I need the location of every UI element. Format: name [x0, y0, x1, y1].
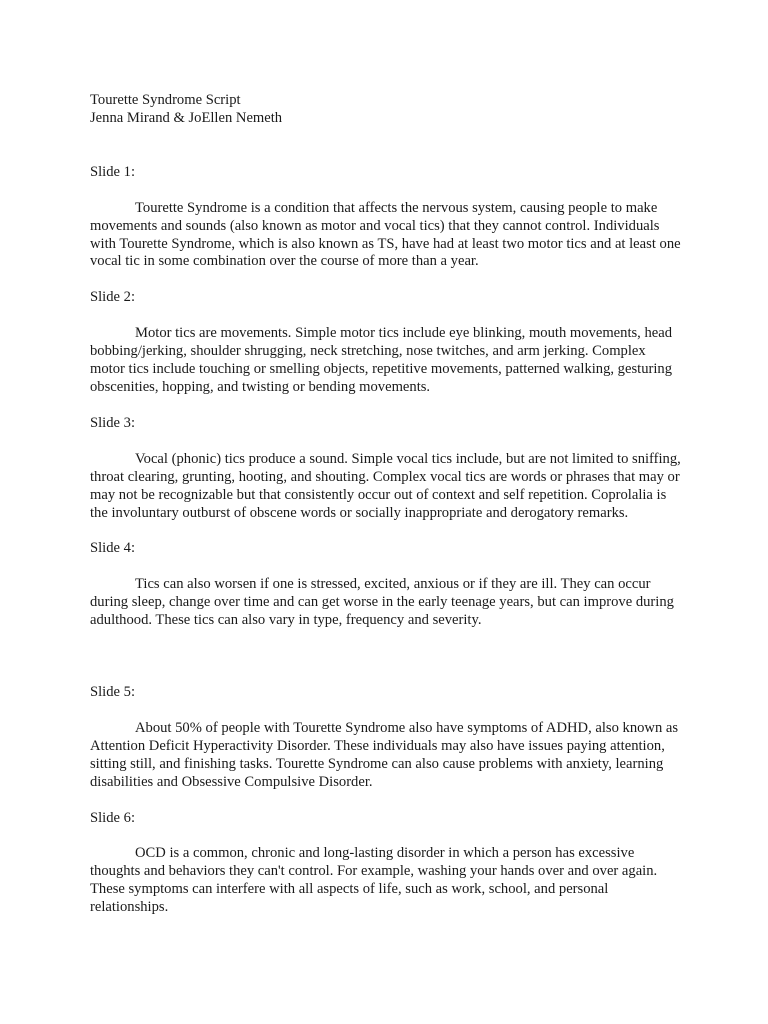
slide-1-section: [90, 164, 682, 272]
slide-6-body: OCD is a common, chronic and long-lasting disorder in which a person has excessive thoughts and behaviors they can't control. For example, washing your hands over and over again. These symptoms can interfere with all aspects of life, such as work, school, and personal relationships.: [90, 845, 658, 916]
slide-2-section: [90, 289, 682, 397]
slide-1-heading: Slide 1:: [90, 163, 135, 180]
slide-6-section: [90, 810, 682, 918]
slide-3-heading: Slide 3:: [90, 414, 135, 431]
document-page: [90, 92, 682, 917]
slide-5-section: [90, 684, 682, 792]
slide-2-heading: Slide 2:: [90, 289, 135, 306]
slide-6-heading: Slide 6:: [90, 809, 135, 826]
slide-3-body: Vocal (phonic) tics produce a sound. Simple vocal tics include, but are not limited to sniffing, throat clearing, grunting, hooting, and shouting. Complex vocal tics are words or phrases that may or may not be recognizable but that consistently occur out of context and self repetition. Coprolalia is the involuntary outburst of obscene words or socially inappropriate and derogatory remarks.: [90, 450, 681, 521]
slide-5-heading: Slide 5:: [90, 684, 135, 701]
slide-1-body: Tourette Syndrome is a condition that affects the nervous system, causing people to make movements and sounds (also known as motor and vocal tics) that they cannot control. Individuals with Tourette Syndrome, which is also known as TS, have had at least two motor tics and at least one vocal tic in some combination over the course of more than a year.: [90, 199, 681, 270]
document-title: Tourette Syndrome Script: [90, 92, 241, 108]
slide-4-body: Tics can also worsen if one is stressed, excited, anxious or if they are ill. They can occur during sleep, change over time and can get worse in the early teenage years, but can improve during adulthood. These tics can also vary in type, frequency and severity.: [90, 576, 674, 629]
document-authors: Jenna Mirand & JoEllen Nemeth: [90, 109, 283, 126]
slide-4-heading: Slide 4:: [90, 540, 135, 557]
slide-5-body: About 50% of people with Tourette Syndrome also have symptoms of ADHD, also known as Attention Deficit Hyperactivity Disorder. These individuals may also have issues paying attention, sitting still, and finishing tasks. Tourette Syndrome can also cause problems with anxiety, learning disabilities and Obsessive Compulsive Disorder.: [90, 719, 679, 790]
slide-2-body: Motor tics are movements. Simple motor tics include eye blinking, mouth movements, head bobbing/jerking, shoulder shrugging, neck stretching, nose twitches, and arm jerking. Complex motor tics include touching or smelling objects, repetitive movements, patterned walking, gesturing obscenities, hopping, and twisting or bending movements.: [90, 325, 673, 395]
document-header: [90, 92, 682, 128]
slide-3-section: [90, 415, 682, 523]
slide-4-section: [90, 540, 682, 630]
